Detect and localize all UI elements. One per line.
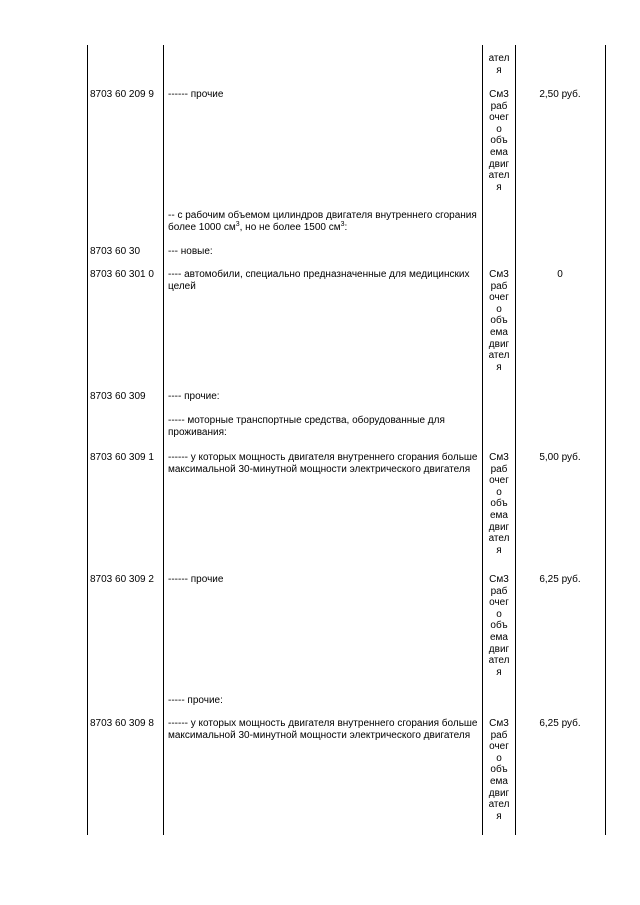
table-row-code: 8703 60 301 0 bbox=[90, 269, 154, 280]
table-row-rate: 5,00 руб. bbox=[539, 452, 581, 463]
superscript: 3 bbox=[340, 220, 345, 228]
table-row-unit: См3 раб очег о объ ема двиг ател я bbox=[488, 718, 510, 822]
unit-continuation: ател я bbox=[488, 53, 510, 76]
table-row-rate: 6,25 руб. bbox=[539, 718, 581, 729]
table-row-code: 8703 60 309 2 bbox=[90, 574, 154, 585]
table-row-unit: См3 раб очег о объ ема двиг ател я bbox=[488, 574, 510, 678]
table-row-description: ------ у которых мощность двигателя внутреннего сгорания больше максимальной 30-минутной мощности электрического двигателя bbox=[168, 718, 478, 741]
superscript: 3 bbox=[235, 220, 240, 228]
table-row-code: 8703 60 309 bbox=[90, 391, 146, 402]
table-row-rate: 6,25 руб. bbox=[539, 574, 581, 585]
table-row-unit: См3 раб очег о объ ема двиг ател я bbox=[488, 452, 510, 556]
table-row-description: ------ прочие bbox=[168, 89, 224, 100]
table-row-description: ---- автомобили, специально предназначенные для медицинских целей bbox=[168, 269, 470, 292]
table-border-left bbox=[87, 45, 88, 835]
table-border-right bbox=[605, 45, 606, 835]
column-divider-desc bbox=[482, 45, 483, 835]
table-row-code: 8703 60 209 9 bbox=[90, 89, 154, 100]
table-row-rate: 2,50 руб. bbox=[539, 89, 581, 100]
table-row-code: 8703 60 309 1 bbox=[90, 452, 154, 463]
table-row-unit: См3 раб очег о объ ема двиг ател я bbox=[488, 269, 510, 373]
table-row-code: 8703 60 309 8 bbox=[90, 718, 154, 729]
table-row-description: ------ у которых мощность двигателя внутреннего сгорания больше максимальной 30-минутной мощности электрического двигателя bbox=[168, 452, 478, 475]
table-row-rate: 0 bbox=[557, 269, 563, 280]
column-divider-unit bbox=[515, 45, 516, 835]
table-row-description: ---- прочие: bbox=[168, 391, 220, 402]
table-row-description: -- с рабочим объемом цилиндров двигателя внутреннего сгорания более 1000 $см^3$, но не более 1500 $см^3$: bbox=[168, 210, 477, 233]
table-row-code: 8703 60 30 bbox=[90, 246, 141, 257]
table-row-unit: См3 раб очег о объ ема двиг ател я bbox=[488, 89, 510, 193]
column-divider-code bbox=[163, 45, 164, 835]
table-row-description: ----- прочие: bbox=[168, 695, 223, 706]
table-row-description: --- новые: bbox=[168, 246, 213, 257]
table-row-description: ------ прочие bbox=[168, 574, 224, 585]
table-row-description: ----- моторные транспортные средства, оборудованные для проживания: bbox=[168, 415, 445, 438]
